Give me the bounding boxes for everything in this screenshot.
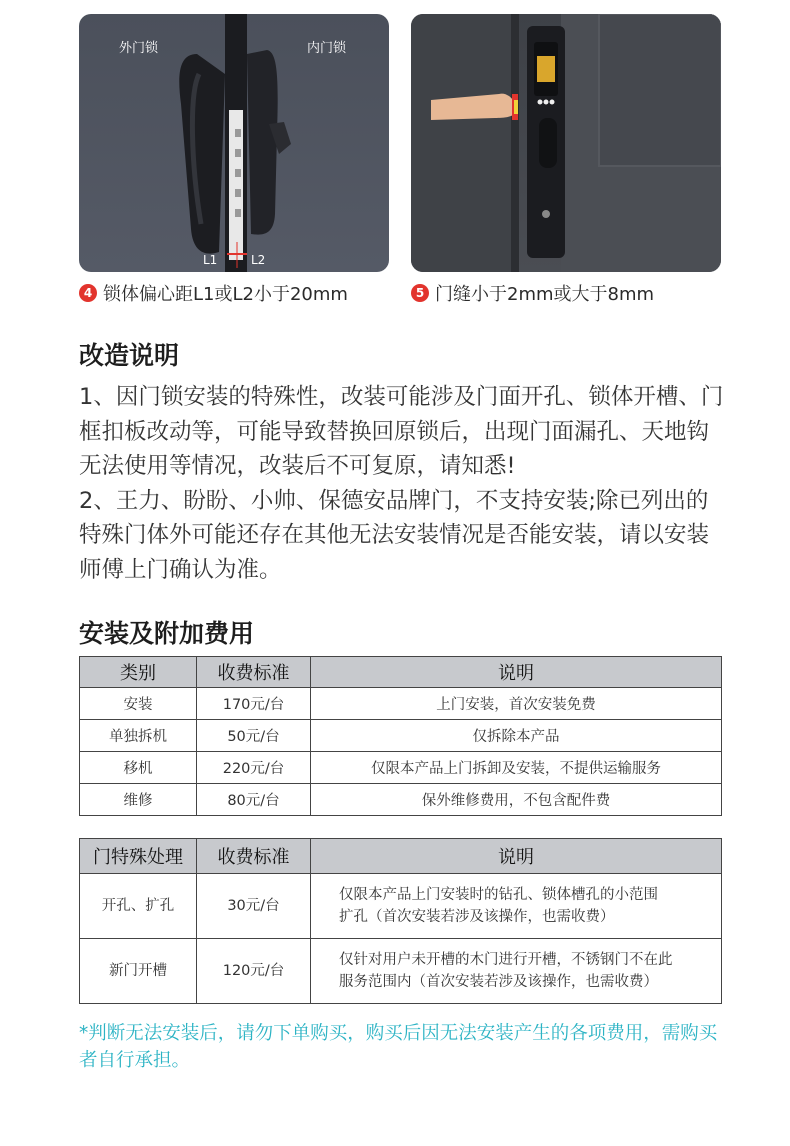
step-number-badge: 4 [79,284,97,302]
caption-eccentricity [79,280,348,306]
purchase-note: *判断无法安装后，请勿下单购买，购买后因无法安装产生的各项费用，需购买者自行承担。 [79,1023,718,1071]
row-desc: 仅拆除本产品 [311,720,722,752]
row-category: 移机 [80,752,197,784]
step-number-badge: 5 [411,284,429,302]
modification-paragraph: 1、因门锁安装的特殊性，改装可能涉及门面开孔、锁体开槽、门框扣板改动等，可能导致替换回原锁后，出现门面漏孔、天地钩无法使用等情况，改装后不可复原，请知悉! 2、王力、盼盼、小帅、保德安品牌门，不支持安装;除已列出的特殊门体外可能还存在其他无法安装情况是否能安装，请以安装师傅上门确认为准。 [79,384,724,583]
outer-lock-label: 外门锁 [119,41,159,56]
row-desc: 仅针对用户未开槽的木门进行开槽，不锈钢门不在此 服务范围内（首次安装若涉及该操作，也需收费） [311,939,722,1004]
row-fee: 120元/台 [197,939,311,1004]
row-category: 单独拆机 [80,720,197,752]
special-door-fee-table [79,838,722,1004]
fees-title: 安装及附加费用 [79,619,255,648]
door-gap-illustration [411,14,721,272]
install-fee-table [79,656,722,816]
row-category: 新门开槽 [80,939,197,1004]
row-desc: 仅限本产品上门拆卸及安装，不提供运输服务 [311,752,722,784]
caption-door-gap [411,280,654,306]
l2-label: L2 [251,253,266,267]
table-row [80,688,722,720]
row-category: 安装 [80,688,197,720]
row-desc: 上门安装，首次安装免费 [311,688,722,720]
header-desc: 说明 [311,657,722,688]
header-fee: 收费标准 [197,839,311,874]
door-gap-photo [411,14,721,272]
row-desc: 仅限本产品上门安装时的钻孔、锁体槽孔的小范围 扩孔（首次安装若涉及该操作，也需收费） [311,874,722,939]
modification-title: 改造说明 [79,341,180,370]
table-row [80,939,722,1004]
row-category: 维修 [80,784,197,816]
caption-text: 门缝小于2mm或大于8mm [435,284,655,305]
lock-eccentricity-photo [79,14,389,272]
table-row [80,874,722,939]
header-category: 类别 [80,657,197,688]
row-fee: 220元/台 [197,752,311,784]
table-row [80,720,722,752]
caption-text: 锁体偏心距L1或L2小于20mm [103,284,348,305]
header-special: 门特殊处理 [80,839,197,874]
header-fee: 收费标准 [197,657,311,688]
row-desc: 保外维修费用，不包含配件费 [311,784,722,816]
table-header-row [80,839,722,874]
header-desc: 说明 [311,839,722,874]
inner-lock-label: 内门锁 [307,41,347,56]
row-fee: 30元/台 [197,874,311,939]
table-header-row [80,657,722,688]
row-fee: 170元/台 [197,688,311,720]
row-category: 开孔、扩孔 [80,874,197,939]
row-fee: 50元/台 [197,720,311,752]
row-fee: 80元/台 [197,784,311,816]
l1-label: L1 [203,253,218,267]
table-row [80,784,722,816]
lock-side-illustration [79,14,389,272]
table-row [80,752,722,784]
